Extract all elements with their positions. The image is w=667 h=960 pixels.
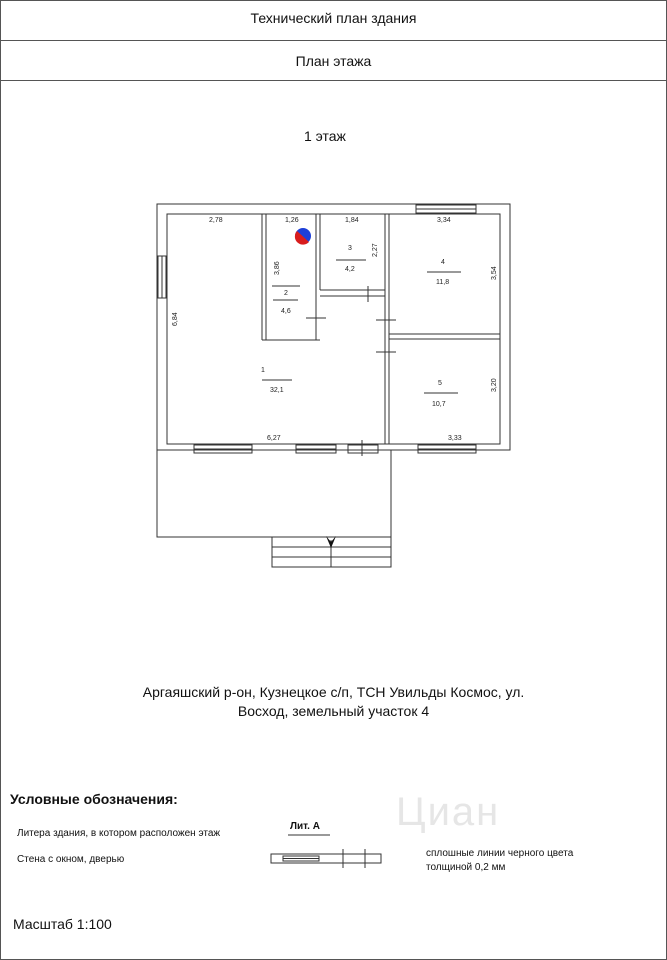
arrow-head — [326, 536, 336, 548]
room-area: 10,7 — [432, 401, 446, 408]
room-number: 4 — [441, 259, 445, 266]
floor-label: 1 этаж — [304, 128, 346, 144]
dim-label: 1,84 — [345, 217, 359, 224]
dim-label: 3,34 — [437, 217, 451, 224]
dim-label: 3,20 — [491, 378, 498, 392]
boiler-icon — [295, 228, 311, 245]
document-title: Технический план здания — [250, 10, 417, 26]
legend-letter-mark: Лит. А — [290, 821, 320, 832]
outer-wall — [157, 204, 510, 450]
room-number: 2 — [284, 290, 288, 297]
room-area: 4,6 — [281, 308, 291, 315]
dim-label: 6,84 — [172, 312, 179, 326]
dim-label: 2,78 — [209, 217, 223, 224]
legend-item-letter: Литера здания, в котором расположен этаж — [17, 828, 221, 839]
terrace — [157, 450, 391, 537]
legend-wall-sample — [271, 849, 381, 868]
room-number: 5 — [438, 380, 442, 387]
legend-title: Условные обозначения: — [10, 791, 178, 807]
address-line-2: Восход, земельный участок 4 — [237, 703, 430, 719]
dim-label: 3,54 — [491, 266, 498, 280]
inner-wall — [167, 214, 500, 444]
dim-label: 1,26 — [285, 217, 299, 224]
legend-item-wall: Стена с окном, дверью — [17, 854, 125, 865]
room-area: 11,8 — [436, 279, 450, 286]
dim-label: 3,33 — [448, 435, 462, 442]
door-opening — [348, 445, 378, 453]
watermark: Циан — [396, 790, 501, 834]
legend-note-line-1: сплошные линии черного цвета — [426, 848, 574, 859]
room-number: 3 — [348, 245, 352, 252]
section-title: План этажа — [295, 53, 372, 69]
room-area: 4,2 — [345, 266, 355, 273]
room-number: 1 — [261, 367, 265, 374]
dim-label: 6,27 — [267, 435, 281, 442]
room-area: 32,1 — [270, 387, 284, 394]
legend-note-line-2: толщиной 0,2 мм — [426, 862, 506, 873]
dim-label: 3,86 — [274, 261, 281, 275]
scale-label: Масштаб 1:100 — [13, 916, 112, 932]
address-line-1: Аргаяшский р-он, Кузнецкое с/п, ТСН Увильды Космос, ул. — [142, 684, 525, 700]
dim-label: 2,27 — [372, 243, 379, 257]
